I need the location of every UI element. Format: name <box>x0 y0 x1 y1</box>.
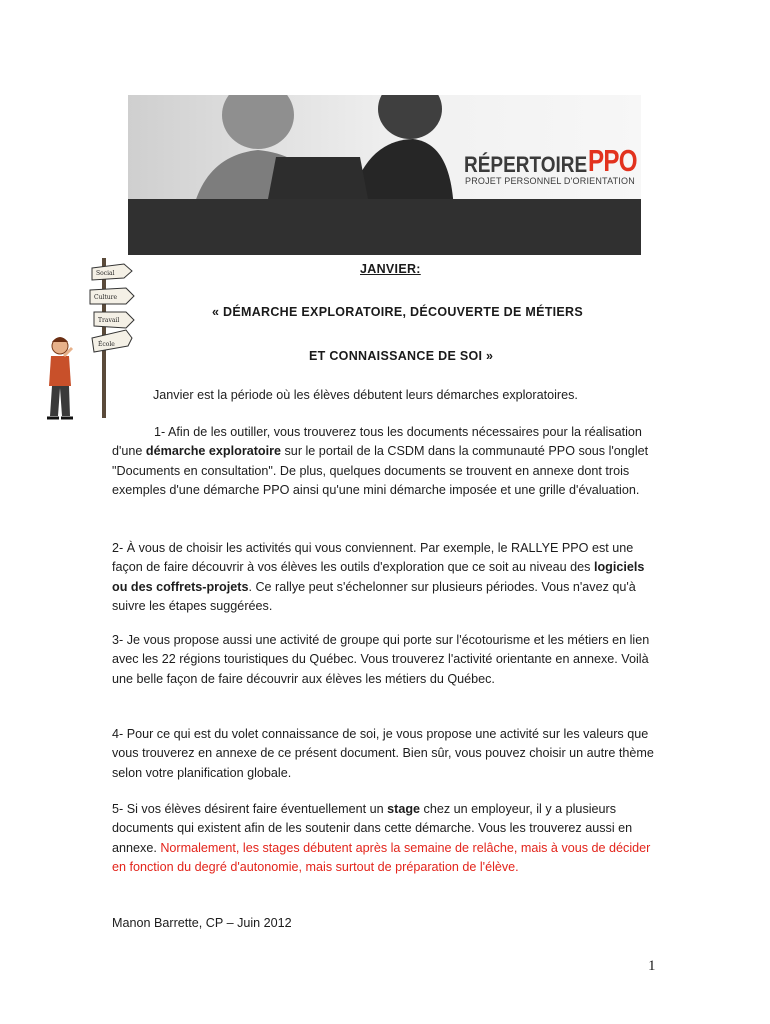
page-number: 1 <box>648 958 656 974</box>
header-banner <box>128 95 641 255</box>
paragraph-5-text-a: 5- Si vos élèves désirent faire éventuellement un <box>112 802 388 816</box>
svg-text:Social: Social <box>96 270 115 277</box>
logo-tagline: PROJET PERSONNEL D'ORIENTATION <box>465 176 635 186</box>
paragraph-5 <box>112 800 657 877</box>
sign-travail <box>94 312 134 328</box>
sign-ecole <box>92 330 132 352</box>
paragraph-2 <box>112 539 657 616</box>
logo-word-repertoire: RÉPERTOIRE <box>464 153 588 178</box>
signature: Manon Barrette, CP – Juin 2012 <box>112 916 292 930</box>
banner-dark-bar <box>128 199 641 255</box>
paragraph-1 <box>112 423 657 500</box>
sign-social <box>92 264 132 280</box>
paragraph-2-text-b: . Ce rallye peut s'échelonner sur plusieurs périodes. Vous n'avez qu'à suivre les étapes suggérées. <box>112 579 636 613</box>
title-line-2: « DÉMARCHE EXPLORATOIRE, DÉCOUVERTE DE MÉTIERS <box>212 305 584 319</box>
paragraph-1-text-b: sur le portail de la CSDM dans la communauté PPO sous l'onglet "Documents en consultation". De plus, quelques documents se trouvent en annexe dont trois exemples d'une démarche PPO ainsi qu'une mini démarche imposée et une grille d'évaluation. <box>112 444 649 497</box>
paragraph-2-text-a: 2- À vous de choisir les activités qui vous conviennent. Par exemple, le RALLYE PPO est une façon de faire découvrir à vos élèves les outils d'exploration que ce soit au niveau des <box>112 541 634 575</box>
paragraph-5-bold: stage <box>387 802 421 816</box>
svg-text:Culture: Culture <box>94 294 118 301</box>
intro-paragraph: Janvier est la période où les élèves débutent leurs démarches exploratoires. <box>153 388 578 402</box>
logo-word-ppo: PPO <box>588 143 637 178</box>
title-month: JANVIER: <box>360 262 421 276</box>
paragraph-1-bold: démarche exploratoire <box>145 444 282 459</box>
repertoire-ppo-logo <box>464 143 637 191</box>
paragraph-3: 3- Je vous propose aussi une activité de groupe qui porte sur l'écotourisme et les métiers en lien avec les 22 régions touristiques du Québec. Vous trouverez l'activité orientante en annexe. Voilà une belle façon de faire découvrir aux élèves les métiers du Québec. <box>112 633 650 686</box>
signpost-person-illustration <box>38 258 136 423</box>
paragraph-4: 4- Pour ce qui est du volet connaissance de soi, je vous propose une activité sur les valeurs que vous trouverez en annexe de ce présent document. Bien sûr, vous pouvez choisir un autre thème selon votre planification globale. <box>112 727 654 780</box>
title-line-3: ET CONNAISSANCE DE SOI » <box>309 349 494 363</box>
paragraph-5-red-note: Normalement, les stages débutent après la semaine de relâche, mais à vous de décider en fonction du degré d'autonomie, mais surtout de préparation de l'élève. <box>112 840 651 874</box>
svg-text:École: École <box>98 341 115 348</box>
paragraph-5-text-b: chez un employeur, il y a plusieurs documents qui existent afin de les soutenir dans cette démarche. Vous les trouverez aussi en annexe. <box>112 802 633 855</box>
sign-culture <box>90 288 134 304</box>
paragraph-2-bold: logiciels ou des coffrets-projets <box>112 560 645 594</box>
svg-text:Travail: Travail <box>98 317 120 324</box>
paragraph-1-text-a: 1- Afin de les outiller, vous trouverez tous les documents nécessaires pour la réalisation d'une <box>112 425 642 459</box>
